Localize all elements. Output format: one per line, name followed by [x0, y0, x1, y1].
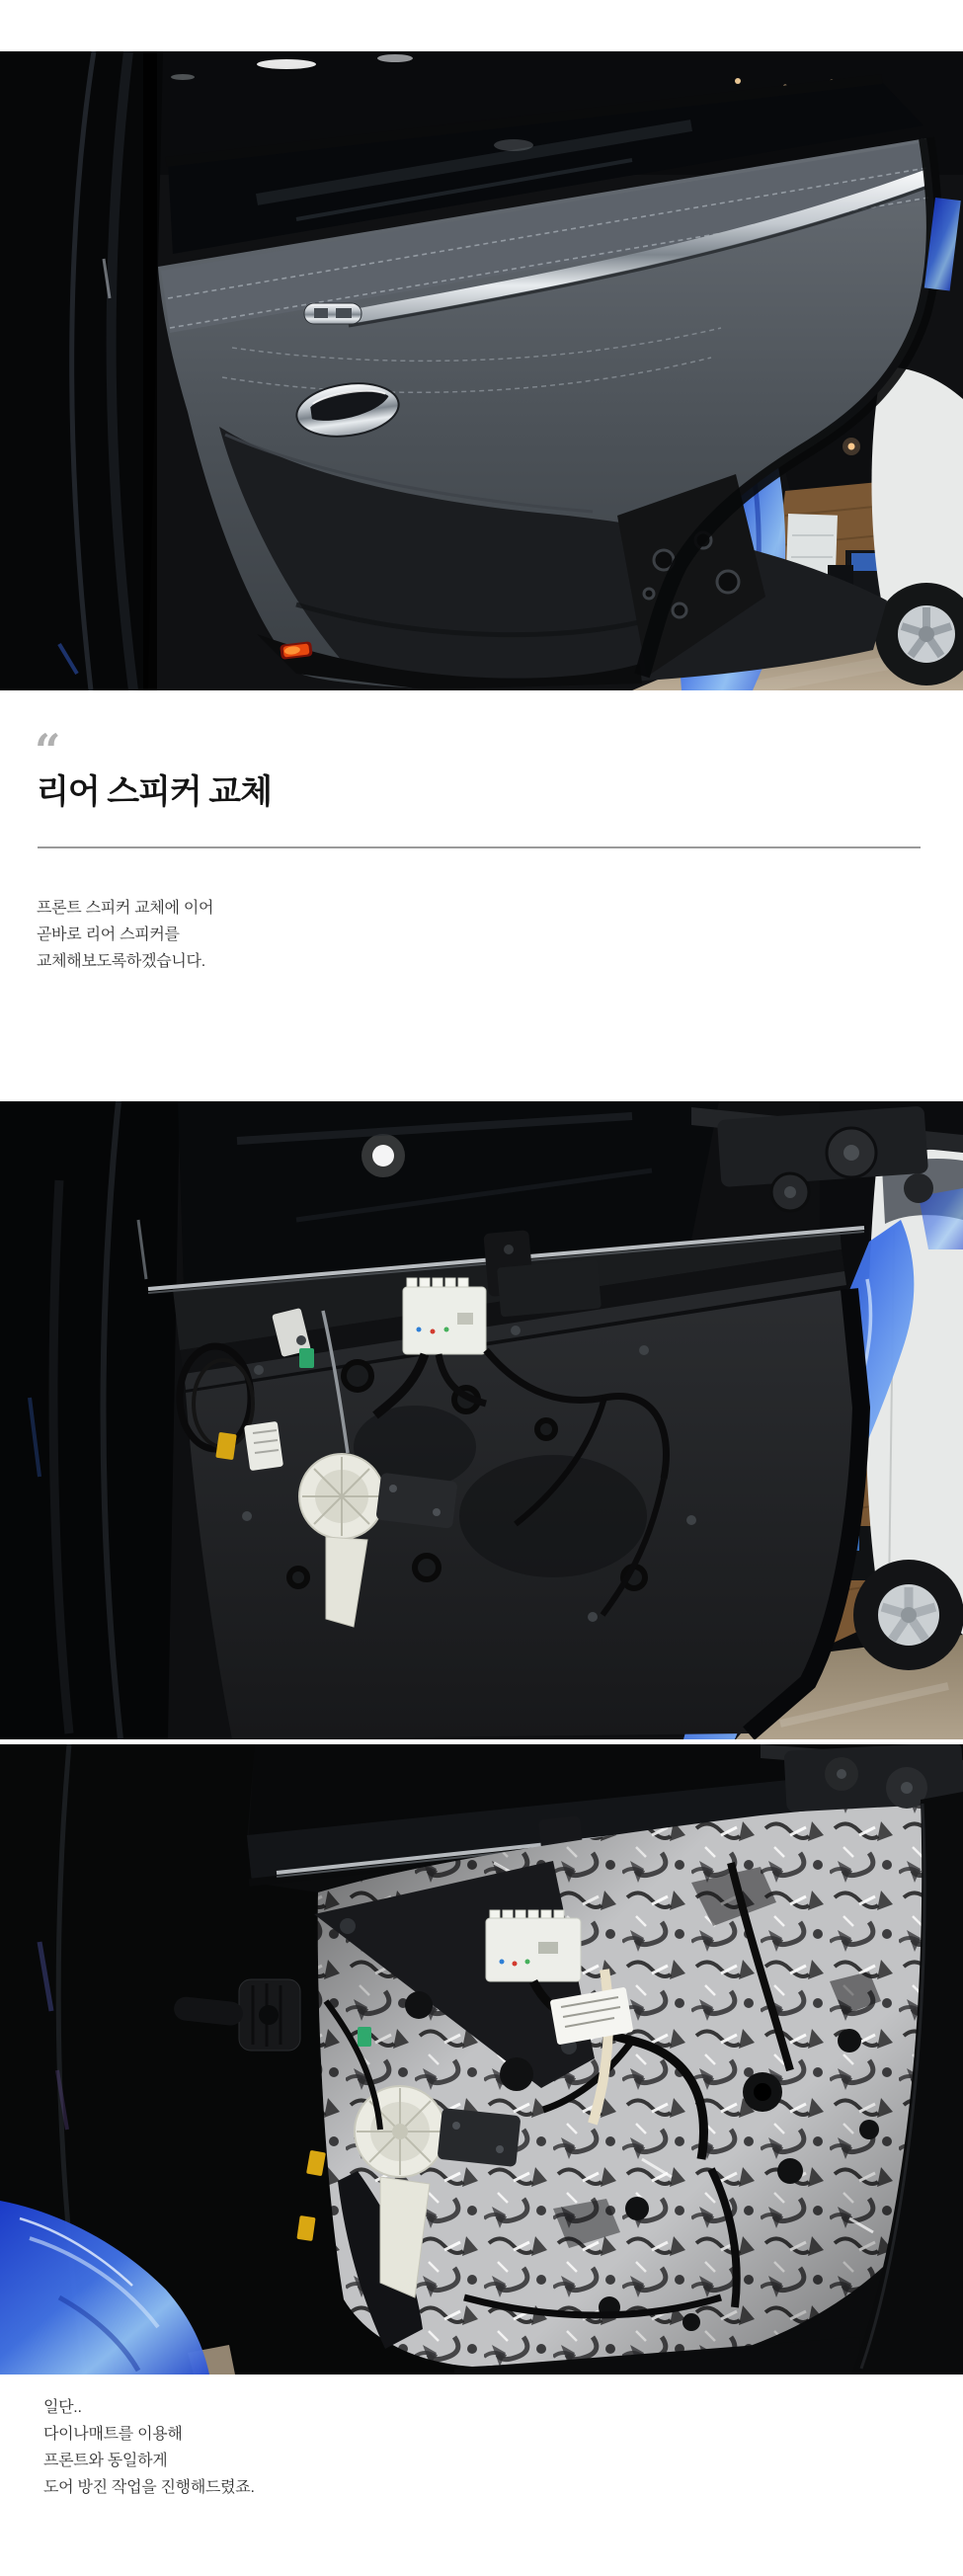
section-title: 리어 스피커 교체	[37, 774, 272, 811]
intro-paragraph	[37, 895, 213, 975]
outro-line: 일단..	[43, 2399, 82, 2416]
open-quote-icon: “	[35, 724, 58, 777]
adjacent-car-body	[0, 1101, 180, 1739]
intro-line: 교체해보도록하겠습니다.	[37, 953, 205, 970]
yellow-connector	[215, 1432, 236, 1460]
green-connector	[358, 2027, 371, 2047]
outro-line: 도어 방진 작업을 진행해드렸죠.	[43, 2479, 255, 2496]
photo-door-trim-closed[interactable]	[0, 51, 963, 690]
photo-door-dynamat[interactable]	[0, 1744, 963, 2375]
photo-door-trim-removed[interactable]	[0, 1101, 963, 1739]
yellow-connector	[296, 2215, 315, 2241]
intro-line: 프론트 스피커 교체에 이어	[37, 900, 214, 917]
intro-line: 곧바로 리어 스피커를	[37, 926, 180, 943]
black-ecu	[497, 1259, 602, 1318]
adjacent-car-body	[0, 51, 163, 690]
white-suv	[871, 367, 963, 609]
outro-line: 다이나매트를 이용해	[43, 2426, 183, 2443]
outro-line: 프론트와 동일하게	[43, 2453, 168, 2469]
outro-paragraph	[43, 2394, 255, 2501]
green-connector	[299, 1348, 314, 1368]
photo-door-trim-closed-svg	[0, 51, 963, 690]
seat-control-switch	[304, 303, 361, 324]
photo-door-dynamat-svg	[0, 1744, 963, 2375]
divider-line	[38, 846, 921, 848]
photo-door-trim-removed-svg	[0, 1101, 963, 1739]
